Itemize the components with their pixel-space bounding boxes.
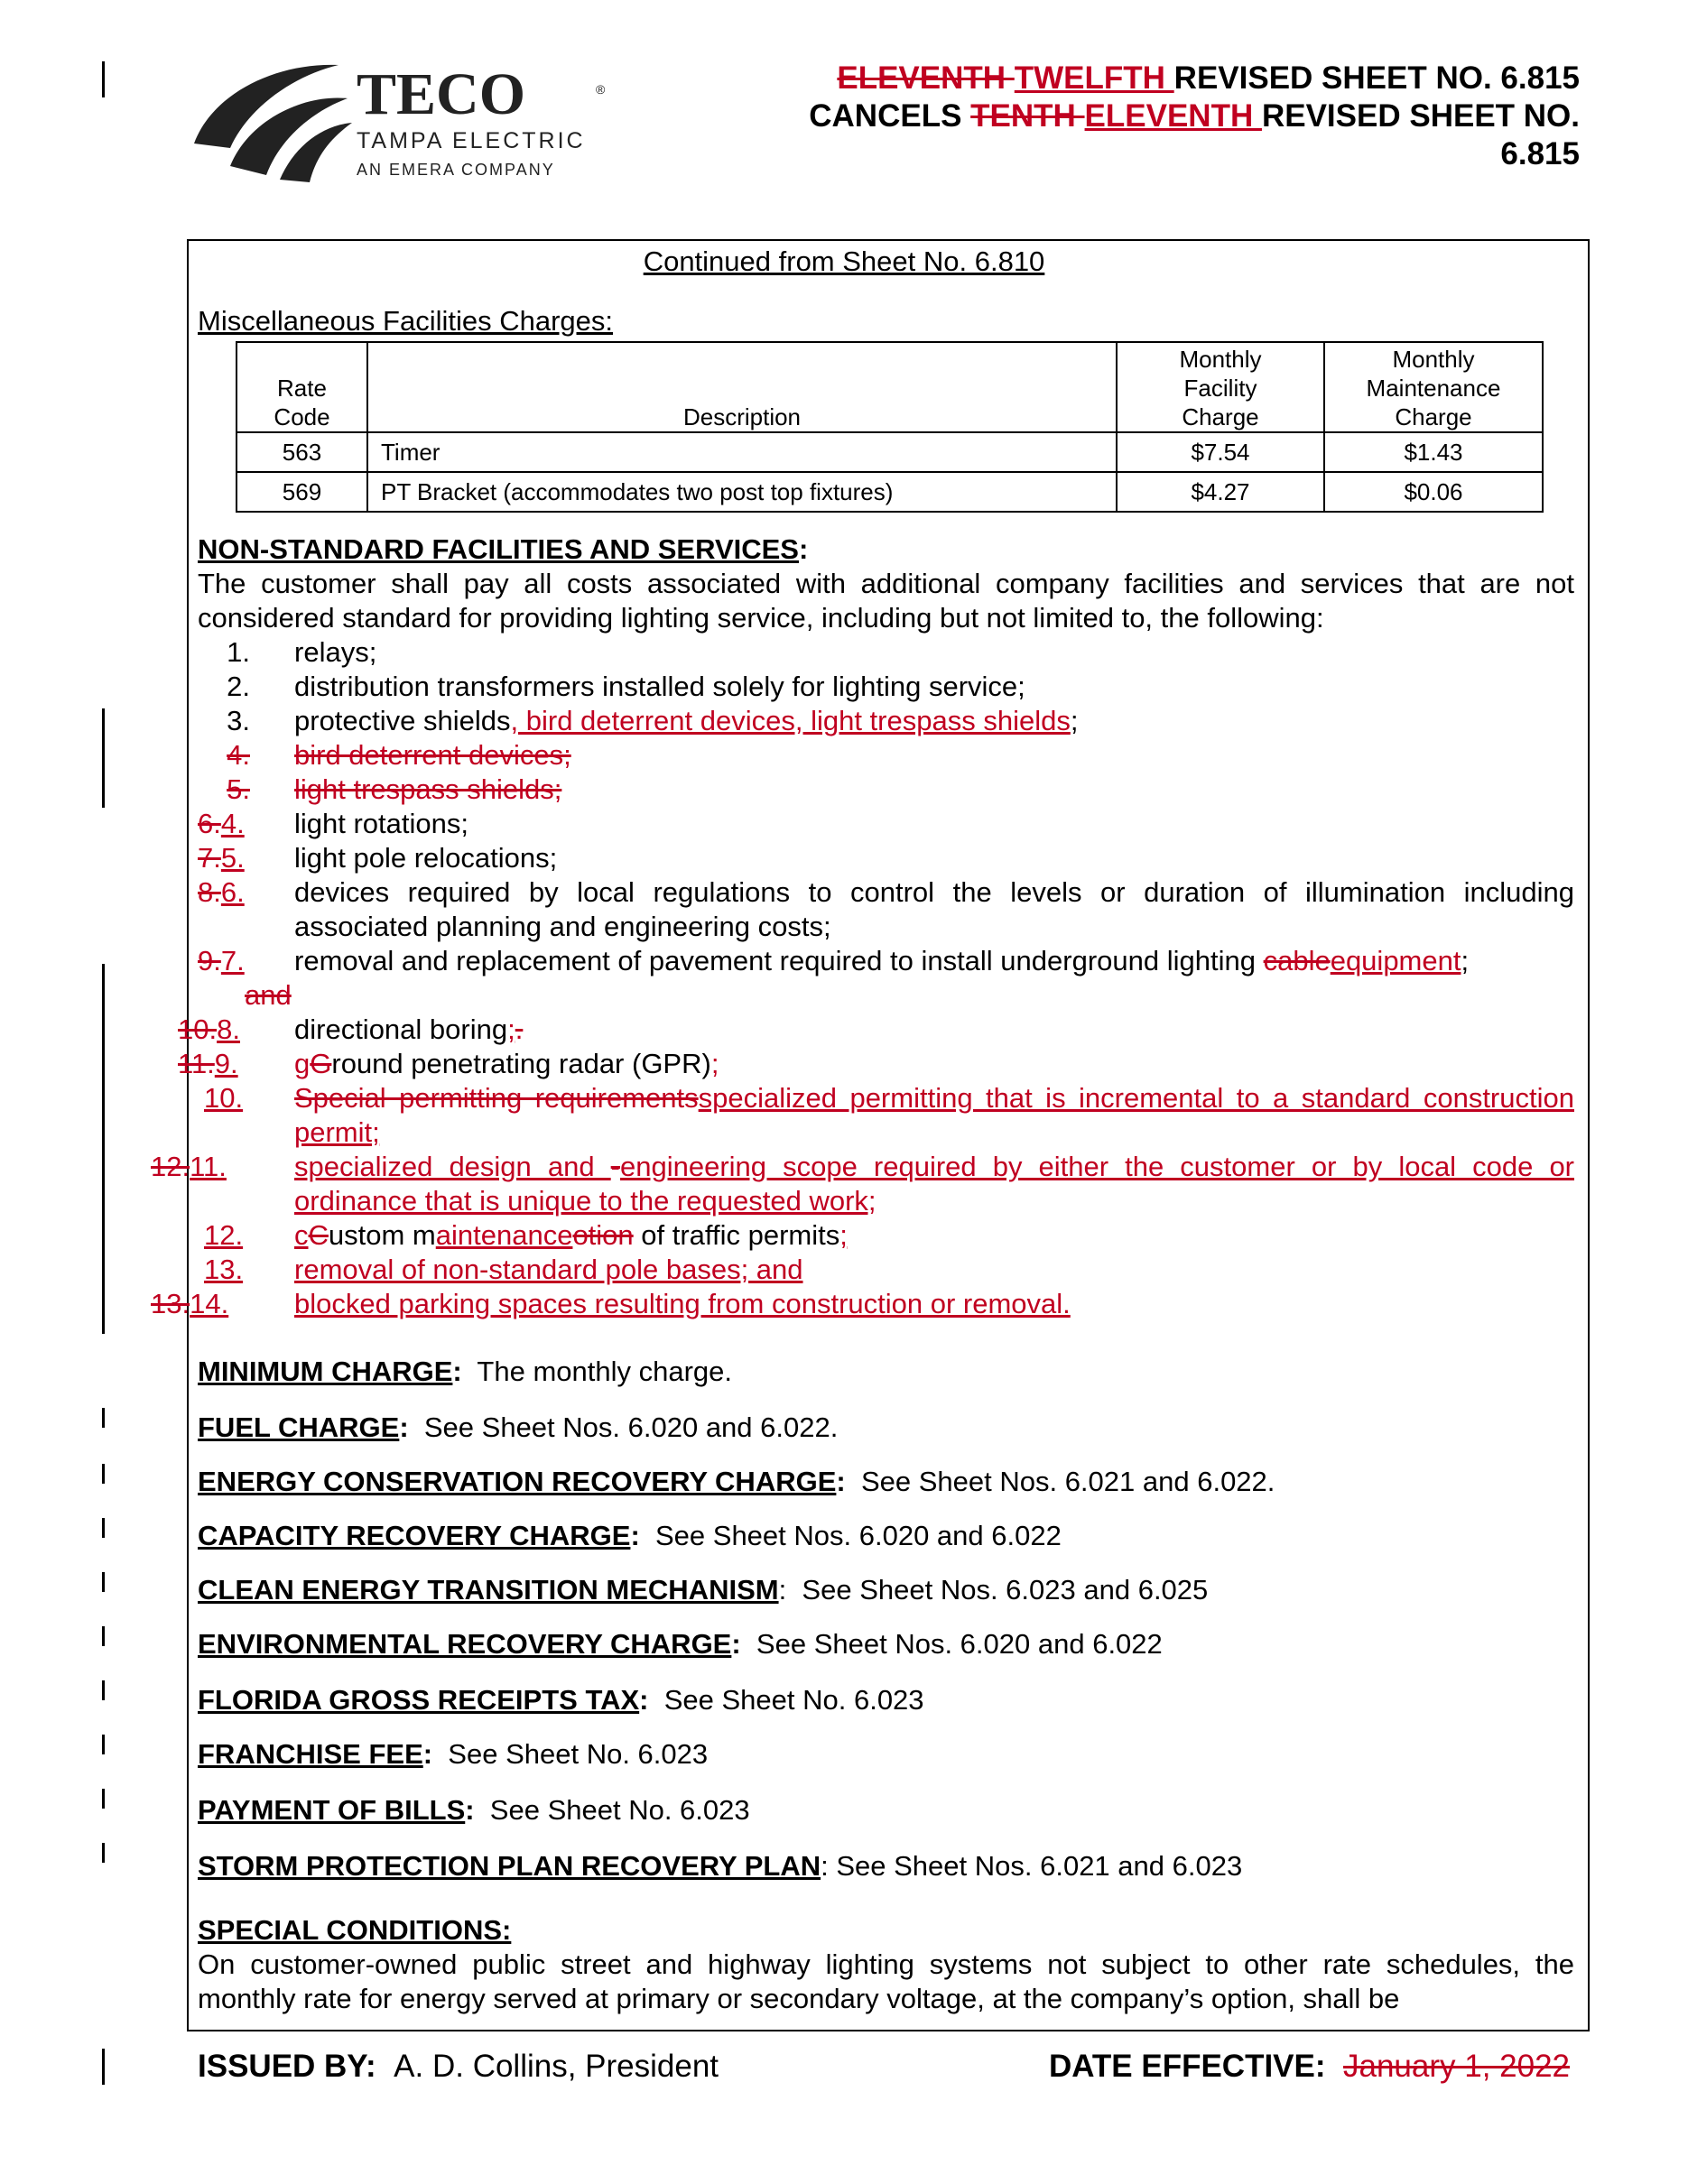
header-maintenance-charge: Monthly Maintenance Charge (1324, 342, 1543, 432)
list-item: 13.14. blocked parking spaces resulting from construction or removal. (151, 1288, 1071, 1319)
list-item: 6.4. light rotations; (198, 808, 468, 839)
sheet-title-line2 (677, 97, 1580, 135)
cell-description: Timer (367, 432, 1117, 472)
charge-line: CAPACITY RECOVERY CHARGE: See Sheet Nos. 6.020 and 6.022 (198, 1520, 1062, 1551)
special-heading: SPECIAL CONDITIONS: (198, 1914, 512, 1946)
title-text: REVISED SHEET NO. (1261, 98, 1580, 134)
charge-line: PAYMENT OF BILLS: See Sheet No. 6.023 (198, 1794, 750, 1826)
change-bar (102, 1464, 105, 1484)
charge-line: MINIMUM CHARGE: The monthly charge. (198, 1356, 733, 1387)
logo-tagline: AN EMERA COMPANY (357, 161, 555, 179)
list-item: 1. relays; (227, 636, 377, 668)
sheet-title-line1 (677, 60, 1580, 97)
list-item-continued: and (245, 979, 292, 1011)
change-bar (102, 2049, 105, 2085)
heading-text: Miscellaneous Facilities Charges: (198, 305, 614, 337)
cell-maintenance: $0.06 (1324, 472, 1543, 512)
cell-code: 569 (237, 472, 367, 512)
list-item: 10. Special permitting requirementsspecialized permitting that is incremental to a standard construction permit; (204, 1082, 1574, 1148)
list-item-deleted: 4. bird deterrent devices; (227, 739, 571, 771)
misc-facilities-heading (198, 305, 613, 338)
inserted-revision: ELEVENTH (1084, 98, 1262, 134)
continued-note (0, 245, 1688, 278)
list-item: 8.6. devices required by local regulations to control the levels or duration of illumination including associated planning and engineering costs; (198, 876, 1574, 942)
sheet-title-line3: 6.815 (1500, 136, 1580, 171)
table-row (237, 472, 1543, 512)
special-text: On customer-owned public street and highway lighting systems not subject to other rate schedules, the monthly rate for energy served at primary or secondary voltage, at the company’s option, shall be (198, 1948, 1574, 2014)
company-logo (194, 58, 663, 184)
date-effective: DATE EFFECTIVE: January 1, 2022 (1048, 2049, 1570, 2084)
inserted-revision: TWELFTH (1014, 60, 1174, 96)
change-bar (102, 708, 105, 808)
header-description: Description (367, 342, 1117, 432)
deleted-revision: ELEVENTH (837, 60, 1015, 96)
continued-text: Continued from Sheet No. 6.810 (643, 245, 1045, 277)
change-bar (102, 1408, 105, 1428)
charge-line: ENERGY CONSERVATION RECOVERY CHARGE: See Sheet Nos. 6.021 and 6.022. (198, 1466, 1275, 1497)
header-facility-charge: Monthly Facility Charge (1117, 342, 1324, 432)
cell-maintenance: $1.43 (1324, 432, 1543, 472)
list-item: 12.11. specialized design and -engineering scope required by either the customer or by local code or ordinance that is unique to the requested work; (151, 1151, 1575, 1217)
list-item: 2. distribution transformers installed solely for lighting service; (227, 671, 1025, 702)
title-text: CANCELS (809, 98, 971, 134)
header-rate-code: Rate Code (237, 342, 367, 432)
list-item: 13. removal of non-standard pole bases; and (204, 1254, 803, 1285)
nonstandard-section (151, 532, 1575, 1321)
change-bar (102, 1626, 105, 1646)
sheet-title (677, 60, 1580, 173)
list-item: 3. protective shields, bird deterrent devices, light trespass shields; (227, 705, 1079, 736)
cell-facility: $4.27 (1117, 472, 1324, 512)
list-item: 12. cCustom maintenanceotion of traffic permits; (204, 1219, 848, 1251)
change-bar (102, 964, 105, 1334)
cell-code: 563 (237, 432, 367, 472)
charge-line: CLEAN ENERGY TRANSITION MECHANISM: See Sheet Nos. 6.023 and 6.025 (198, 1574, 1209, 1606)
change-bar (102, 1518, 105, 1538)
special-conditions (198, 1913, 1574, 2016)
logo-brand: TECO (357, 61, 526, 127)
nonstandard-intro: The customer shall pay all costs associated with additional company facilities and services that are not considered standard for providing lighting service, including but not limited to, the following: (198, 568, 1574, 634)
cell-description: PT Bracket (accommodates two post top fixtures) (367, 472, 1117, 512)
nonstandard-heading: NON-STANDARD FACILITIES AND SERVICES: (198, 533, 809, 565)
list-item-deleted: 5. light trespass shields; (227, 773, 562, 805)
charge-line: STORM PROTECTION PLAN RECOVERY PLAN: See Sheet Nos. 6.021 and 6.023 (198, 1850, 1243, 1882)
list-item: 9.7. removal and replacement of pavement required to install underground lighting cableequipment; (198, 945, 1470, 976)
issued-by: ISSUED BY: A. D. Collins, President (198, 2049, 719, 2084)
charge-line: ENVIRONMENTAL RECOVERY CHARGE: See Sheet Nos. 6.020 and 6.022 (198, 1628, 1163, 1660)
list-item: 7.5. light pole relocations; (198, 842, 558, 874)
facilities-table (236, 341, 1544, 513)
change-bar (102, 1680, 105, 1700)
list-item: 10.8. directional boring;. (178, 1013, 524, 1045)
deleted-revision: TENTH (970, 98, 1085, 134)
cell-facility: $7.54 (1117, 432, 1324, 472)
teco-swoosh-icon (194, 58, 663, 184)
table-header-row (237, 342, 1543, 432)
table-row (237, 432, 1543, 472)
change-bar (102, 1789, 105, 1809)
charge-line: FUEL CHARGE: See Sheet Nos. 6.020 and 6.022. (198, 1411, 839, 1443)
charge-line: FLORIDA GROSS RECEIPTS TAX: See Sheet No. 6.023 (198, 1684, 924, 1716)
change-bar (102, 61, 105, 97)
title-text: REVISED SHEET NO. 6.815 (1173, 60, 1580, 96)
charge-line: FRANCHISE FEE: See Sheet No. 6.023 (198, 1738, 709, 1770)
change-bar (102, 1572, 105, 1592)
logo-registered: ® (596, 82, 606, 97)
list-item: 11.9. gGround penetrating radar (GPR); (178, 1048, 719, 1079)
change-bar (102, 1735, 105, 1754)
change-bar (102, 1843, 105, 1863)
logo-subtitle: TAMPA ELECTRIC (357, 128, 586, 153)
